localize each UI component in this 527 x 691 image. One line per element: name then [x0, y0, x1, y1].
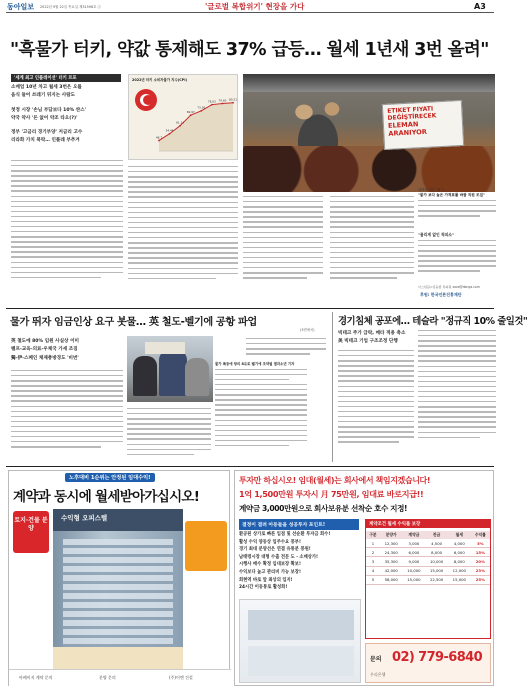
story3-body-col1 [338, 350, 414, 462]
masthead-rule [6, 12, 494, 13]
chart-area [159, 103, 233, 151]
chart-data-label: 69.97 [186, 109, 195, 114]
subhead-5: 정부 '고금리 경기부양' 저금리 고수 [11, 130, 83, 136]
chart-point [222, 103, 224, 105]
story3-body-col2 [418, 330, 496, 462]
point-6: 수익보다 높고 관리비 가능 보장! [239, 569, 301, 575]
phone-number: 02) 779-6840 [392, 650, 483, 665]
story1-body-col3 [243, 196, 323, 304]
chart-point [232, 102, 234, 104]
sign-line-2: DEĞİŞTİRECEK [387, 112, 437, 122]
ad-left-footer-2: 분양 문의 [99, 675, 116, 680]
chart-point [200, 110, 202, 112]
table-cell: 25% [471, 575, 490, 584]
table-cell: 12,000 [448, 566, 471, 575]
ad-right-banner: 결정이 결려 아동들을 성공투자 포인트! [239, 519, 359, 530]
protest-photo-caption [215, 362, 307, 384]
chart-data-label: 54.44 [165, 128, 174, 133]
point-4: 남태령시장 대형 수출 전문 도 · 소매상가! [239, 554, 318, 560]
table-cell: 15,000 [403, 575, 426, 584]
photo-caption-title: "물가 보다 높은 가격표를 바꿀 직원 모집" [418, 193, 485, 197]
cpi-line-chart [129, 75, 239, 161]
point-8: 24시간 이동통로 활성화! [239, 585, 288, 591]
ad-right-phone-box [365, 643, 491, 683]
ad-right-footer-logos [239, 599, 361, 683]
story2-body-col4 [246, 338, 326, 360]
sponsor-logo [420, 292, 496, 304]
ad-right-headline: 투자만 하십시오! 임대(월세)는 회사에서 책임지겠습니다! [239, 476, 431, 485]
section-rule-2 [6, 466, 494, 467]
subhead-1: 소매업 10년 차고 월세 3번은 오를 [11, 85, 82, 90]
ad-right [234, 470, 494, 686]
masthead-date: 2022년 9월 22일 목요일 제31596호 ⓐ [40, 5, 101, 9]
protest-photo [127, 336, 213, 402]
ad-left-headline: 계약과 동시에 월세받아가십시오! [13, 489, 200, 505]
ad-left-badge: 노후대비 1순위는 안정된 임대수익! [65, 473, 155, 482]
cpi-chart [128, 74, 238, 160]
masthead [0, 0, 500, 26]
story2-subheads [11, 338, 123, 363]
chart-data-label: 61.14 [176, 120, 185, 125]
chart-point [211, 104, 213, 106]
masthead-logo: 동아일보 [7, 3, 35, 11]
table-cell: 22,500 [425, 575, 448, 584]
story2-body-col2 [127, 408, 211, 462]
point-2: 활성 수익 양동상 입주수요 풍부! [239, 539, 301, 545]
table-cell: 23% [471, 566, 490, 575]
story2-body-col1 [11, 370, 123, 462]
table-row [366, 539, 490, 548]
bank-name: 우리은행 [370, 672, 386, 677]
table-cell: 5 [366, 575, 380, 584]
photo-caption [418, 188, 496, 220]
ad-right-line3: 계약금 3,000만원으로 회사보유분 선착순 호수 지정! [239, 504, 408, 513]
protest-caption-text: 물가 폭등에 항의 8유로 벨기에 조약필 결과소년 기자 [215, 362, 295, 366]
table-cell: 42,000 [380, 566, 403, 575]
table-cell: 8,000 [448, 557, 471, 566]
sponsor-text: 후원: 한국언론진흥재단 [420, 292, 462, 297]
chart-point [169, 133, 171, 135]
table-cell: 35,300 [380, 557, 403, 566]
price-sign [382, 100, 464, 150]
table-head-cell: 분양가 [380, 531, 403, 539]
table-row [366, 557, 490, 566]
table-cell: 1 [366, 539, 380, 548]
chart-point [179, 125, 181, 127]
table-cell: 6,000 [403, 548, 426, 557]
table-head-cell: 수익률 [471, 531, 490, 539]
table-head-cell: 구분 [366, 531, 380, 539]
table-cell: 4 [366, 566, 380, 575]
subhead-2: 음식 들어 쓰레기 뒤지는 사람도 [11, 93, 76, 99]
subhead-3: 첫정 시장 '손님 부담보다 10% 싼스' [11, 107, 87, 113]
table-cell: 15% [471, 548, 490, 557]
sign-line-3: ELEMAN [387, 120, 419, 130]
yield-table [366, 531, 490, 585]
table-cell: 9,000 [403, 557, 426, 566]
point-5: 시행사 매수 확정 임대보장 확보! [239, 562, 301, 568]
story2-subhead-3: 獨-伊-스페인 체제총방경도 '비번' [11, 355, 79, 361]
page-number: A3 [474, 2, 486, 11]
table-cell: 24,300 [380, 548, 403, 557]
story1-byline: 이스탄불=김윤종 특파원 zozo@donga.com [418, 285, 480, 289]
chart-point [190, 114, 192, 116]
phone-prefix: 문의 [370, 656, 382, 663]
sidebar-title: "물리게 없인 적외소" [418, 232, 454, 237]
table-cell: 15,000 [448, 575, 471, 584]
produce-piles [243, 146, 495, 192]
building-sign: 수익형 오피스텔 [61, 514, 108, 522]
table-head-cell: 계약금 [403, 531, 426, 539]
story3-subhead-2: 美 빅테크 기업 구조조정 단행 [338, 339, 398, 345]
people-shapes [283, 94, 353, 154]
series-title: '글로벌 복합위기' 현장을 가다 [205, 2, 305, 11]
table-cell: 58,000 [380, 575, 403, 584]
ad-left-footer-3: (주)이엔 건설 [169, 675, 193, 680]
chart-data-label: 78.62 [207, 99, 216, 104]
story1-body-col1 [11, 160, 123, 304]
story1-headline: "흑물가 터키, 약값 통제해도 37% 급등… 월세 1년새 3번 올려" [10, 40, 489, 60]
point-1: 환공된 상가로 빠른 입점 및 선순환 투자금 회수! [239, 532, 331, 537]
table-cell: 8,000 [425, 548, 448, 557]
column-divider [332, 312, 333, 462]
story2-subhead-2: 벨프-교육-의료-우체국 가세 조짐 [11, 347, 78, 353]
table-cell: 15,000 [425, 566, 448, 575]
sign-line-1: ETIKET FIYATI [387, 105, 434, 115]
story1-chart-title: '세계 최고 인플레이션' 터키 르포 [11, 74, 121, 82]
table-cell: 5% [471, 539, 490, 548]
table-head-cell: 잔금 [425, 531, 448, 539]
ad-left-footer [9, 669, 231, 687]
section-rule-1 [6, 308, 494, 309]
story3-headline: 경기침체 공포에… 테슬라 "정규직 10% 줄일것" [338, 316, 527, 327]
table-cell: 10,000 [425, 557, 448, 566]
chart-data-label: 73.50 [197, 105, 206, 110]
chart-data-label: 80.21 [228, 97, 238, 102]
table-cell: 2 [366, 548, 380, 557]
ad-building [53, 509, 183, 669]
table-row [366, 566, 490, 575]
chart-data-label: 79.60 [218, 98, 227, 103]
story1-body-col4 [330, 196, 414, 304]
story2-tag: (3면에서) [300, 328, 315, 332]
story1-sidebar [418, 232, 496, 284]
table-head-cell: 월세 [448, 531, 471, 539]
story2-subhead-1: 英 철도에 80% 임원 사실상 이미 [11, 339, 79, 344]
chart-data-label: 48.7 [155, 135, 163, 140]
story2-headline: 물가 뛰자 임금인상 요구 봇물… 英 철도-벨기에 공항 파업 [10, 317, 257, 328]
market-photo [243, 74, 495, 192]
table-cell: 12,300 [380, 539, 403, 548]
table-cell: 3 [366, 557, 380, 566]
subhead-6: 리라화 가치 폭락… 인플레 부추겨 [11, 138, 80, 144]
ad-right-line2: 1억 1,500만원 투자시 月 75만원, 임대료 바로지급!! [239, 489, 424, 499]
point-7: 회현역 바로 앞 최상의 입지! [239, 577, 293, 583]
table-cell: 6,000 [448, 548, 471, 557]
ad-right-table [365, 519, 491, 639]
story1-subheads [11, 84, 123, 146]
ad-left-footer-1: 아베이지 계약 문의 [19, 675, 53, 680]
table-cell: 4,500 [425, 539, 448, 548]
photo-caption-text: 남바쿠 베는 월가… [418, 188, 448, 192]
subhead-4: 약국 약사 '돈 없어 약조 타오(?)' [11, 115, 78, 121]
point-3: 경기 최대 분양선은 연결 유통분 풍원! [239, 547, 311, 553]
ad-right-points [239, 531, 363, 592]
sign-line-4: ARANIYOR [388, 127, 428, 138]
table-cell: 4,000 [448, 539, 471, 548]
table-row [366, 575, 490, 584]
ad-left-orange-block [185, 521, 227, 571]
story3-subhead-1: 빅테크 주가 급락, 메타 적용 축소 [338, 331, 406, 336]
table-cell: 20% [471, 557, 490, 566]
story2-body-col3 [215, 384, 307, 462]
chart-caption: 2022년 터키 소비자물가 지수(CPI) [132, 78, 188, 82]
shop-awning [243, 74, 495, 92]
table-title: 계약조건 월세 수익률 보장 [366, 520, 490, 528]
table-cell: 3,000 [403, 539, 426, 548]
table-row [366, 548, 490, 557]
table-cell: 10,000 [403, 566, 426, 575]
table-head-row [366, 531, 490, 539]
story1-body-col2 [128, 166, 238, 304]
ad-left-ribbon: 토지·건물 분양 [13, 511, 49, 553]
ad-left [8, 470, 230, 686]
chart-point [158, 140, 160, 142]
